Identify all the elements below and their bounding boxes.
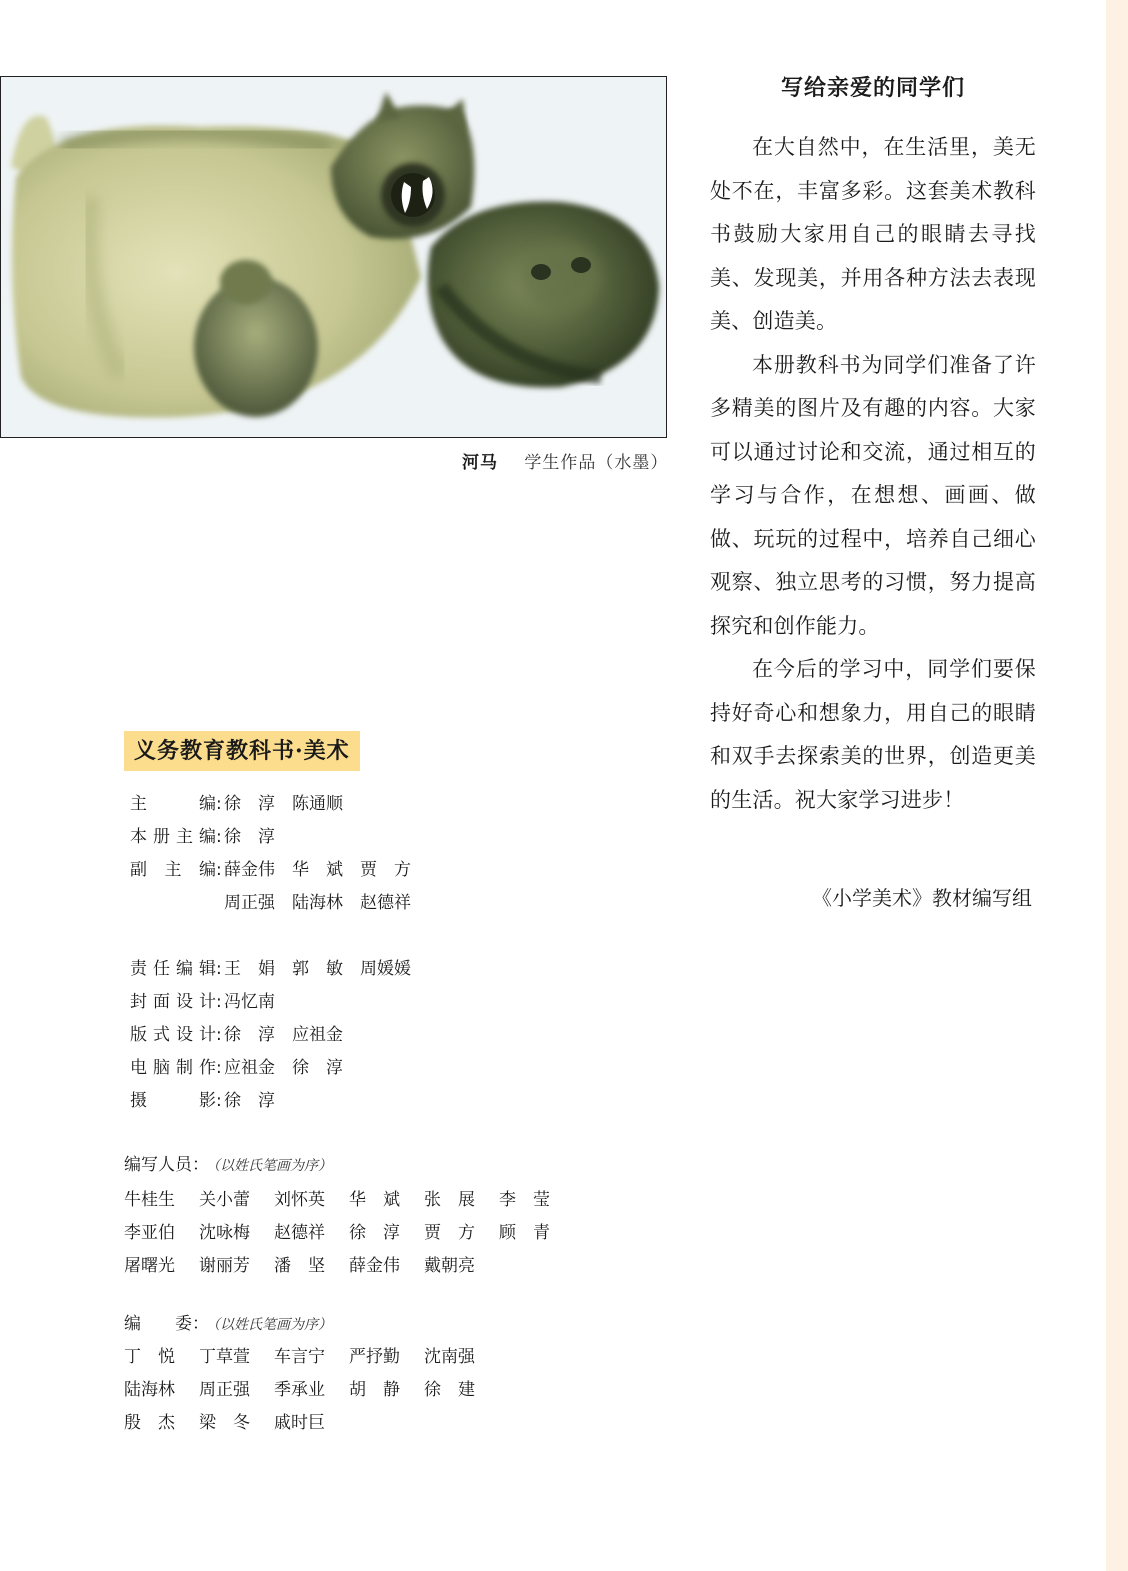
- writers-heading: [124, 1150, 332, 1175]
- writers-grid: [124, 1184, 574, 1283]
- credit-role: 封面设计: [130, 992, 216, 1012]
- name-cell: 陆海林: [124, 1380, 175, 1400]
- name-cell: 李亚伯: [124, 1223, 175, 1243]
- committee-note: （以姓氏笔画为序）: [213, 1317, 332, 1333]
- credit-names: 应祖金 徐 淳: [224, 1058, 343, 1078]
- name-cell: 关小蕾: [199, 1190, 250, 1210]
- credit-names: 周正强 陆海林 赵德祥: [224, 893, 411, 913]
- credit-names: 徐 淳: [224, 827, 275, 847]
- credit-names: 徐 淳 陈通顺: [224, 794, 343, 814]
- hippo-ink-wash-image: [1, 77, 667, 438]
- name-cell: 车言宁: [274, 1347, 325, 1367]
- credit-row-cover-design: 封面设计 : 冯忆南: [130, 986, 411, 1019]
- name-cell: 徐 淳: [349, 1223, 400, 1243]
- name-cell: 刘怀英: [274, 1190, 325, 1210]
- letter-signature: 《小学美术》教材编写组: [812, 886, 1032, 910]
- name-cell: 严抒勤: [349, 1347, 400, 1367]
- credit-row-responsible-editor: 责任编辑 : 王 娟 郭 敏 周媛媛: [130, 953, 411, 986]
- credit-role: 本册主编: [130, 827, 216, 847]
- name-cell: 周正强: [199, 1380, 250, 1400]
- name-cell: 顾 青: [499, 1223, 550, 1243]
- painting-title: 河马: [462, 453, 498, 473]
- credits-list: [130, 788, 411, 1118]
- credit-role: 电脑制作: [130, 1058, 216, 1078]
- writers-row: [124, 1250, 574, 1283]
- name-cell: 戴朝亮: [424, 1256, 475, 1276]
- credit-role: 副主编: [130, 860, 216, 880]
- letter-to-students: [710, 70, 1036, 822]
- writers-row: [124, 1184, 574, 1217]
- name-cell: 张 展: [424, 1190, 475, 1210]
- name-cell: 谢丽芳: [199, 1256, 250, 1276]
- credit-row-deputy-editor: 副主编 : 薛金伟 华 斌 贾 方: [130, 854, 411, 887]
- credit-row-chief-editor: 主编 : 徐 淳 陈通顺: [130, 788, 411, 821]
- committee-label: 编 委：: [124, 1314, 209, 1334]
- letter-title: 写给亲爱的同学们: [780, 76, 965, 101]
- painting-caption: [462, 448, 668, 473]
- credit-row-layout-design: 版式设计 : 徐 淳 应祖金: [130, 1019, 411, 1052]
- committee-row: [124, 1407, 499, 1440]
- name-cell: 牛桂生: [124, 1190, 175, 1210]
- name-cell: 沈咏梅: [199, 1223, 250, 1243]
- credit-names: 徐 淳 应祖金: [224, 1025, 343, 1045]
- name-cell: 丁 悦: [124, 1347, 175, 1367]
- credit-row-volume-editor: 本册主编 : 徐 淳: [130, 821, 411, 854]
- name-cell: 季承业: [274, 1380, 325, 1400]
- name-cell: 贾 方: [424, 1223, 475, 1243]
- name-cell: 李 莹: [499, 1190, 550, 1210]
- credit-role: 版式设计: [130, 1025, 216, 1045]
- writers-row: [124, 1217, 574, 1250]
- name-cell: 赵德祥: [274, 1223, 325, 1243]
- writers-note: （以姓氏笔画为序）: [213, 1158, 332, 1174]
- name-cell: 屠曙光: [124, 1256, 175, 1276]
- credit-role: [130, 887, 216, 920]
- name-cell: 潘 坚: [274, 1256, 325, 1276]
- credit-role: 摄影: [130, 1091, 216, 1111]
- credit-row-photography: 摄影 : 徐 淳: [130, 1085, 411, 1118]
- committee-heading: [124, 1309, 332, 1334]
- name-cell: 沈南强: [424, 1347, 475, 1367]
- name-cell: 戚时巨: [274, 1413, 325, 1433]
- credit-names: 王 娟 郭 敏 周媛媛: [224, 959, 411, 979]
- committee-row: [124, 1341, 499, 1374]
- credit-row-deputy-editor-cont: [130, 887, 411, 920]
- credit-role: 主编: [130, 794, 216, 814]
- name-cell: 胡 静: [349, 1380, 400, 1400]
- committee-row: [124, 1374, 499, 1407]
- name-cell: 梁 冬: [199, 1413, 250, 1433]
- credit-names: 徐 淳: [224, 1091, 275, 1111]
- name-cell: 丁草萱: [199, 1347, 250, 1367]
- letter-paragraph: 在大自然中，在生活里，美无处不在，丰富多彩。这套美术教科书鼓励大家用自己的眼睛去寻找美、发现美，并用各种方法去表现美、创造美。: [710, 135, 1036, 333]
- letter-paragraph: 本册教科书为同学们准备了许多精美的图片及有趣的内容。大家可以通过讨论和交流，通过相互的学习与合作，在想想、画画、做做、玩玩的过程中，培养自己细心观察、独立思考的习惯，努力提高探究和创作能力。: [710, 352, 1036, 638]
- name-cell: 殷 杰: [124, 1413, 175, 1433]
- writers-label: 编写人员：: [124, 1155, 209, 1175]
- credit-names: 冯忆南: [224, 992, 275, 1012]
- credit-row-computer-production: 电脑制作 : 应祖金 徐 淳: [130, 1052, 411, 1085]
- name-cell: 徐 建: [424, 1380, 475, 1400]
- name-cell: 华 斌: [349, 1190, 400, 1210]
- hippo-painting: [0, 76, 667, 438]
- letter-paragraph: 在今后的学习中，同学们要保持好奇心和想象力，用自己的眼睛和双手去探索美的世界，创造更美的生活。祝大家学习进步！: [710, 657, 1036, 812]
- page-edge-strip: [1106, 0, 1128, 1571]
- credit-role: 责任编辑: [130, 959, 216, 979]
- credit-names: 薛金伟 华 斌 贾 方: [224, 860, 411, 880]
- painting-description: 学生作品（水墨）: [524, 453, 669, 473]
- series-title-banner: 义务教育教科书·美术: [124, 731, 360, 771]
- name-cell: 薛金伟: [349, 1256, 400, 1276]
- committee-grid: [124, 1341, 499, 1440]
